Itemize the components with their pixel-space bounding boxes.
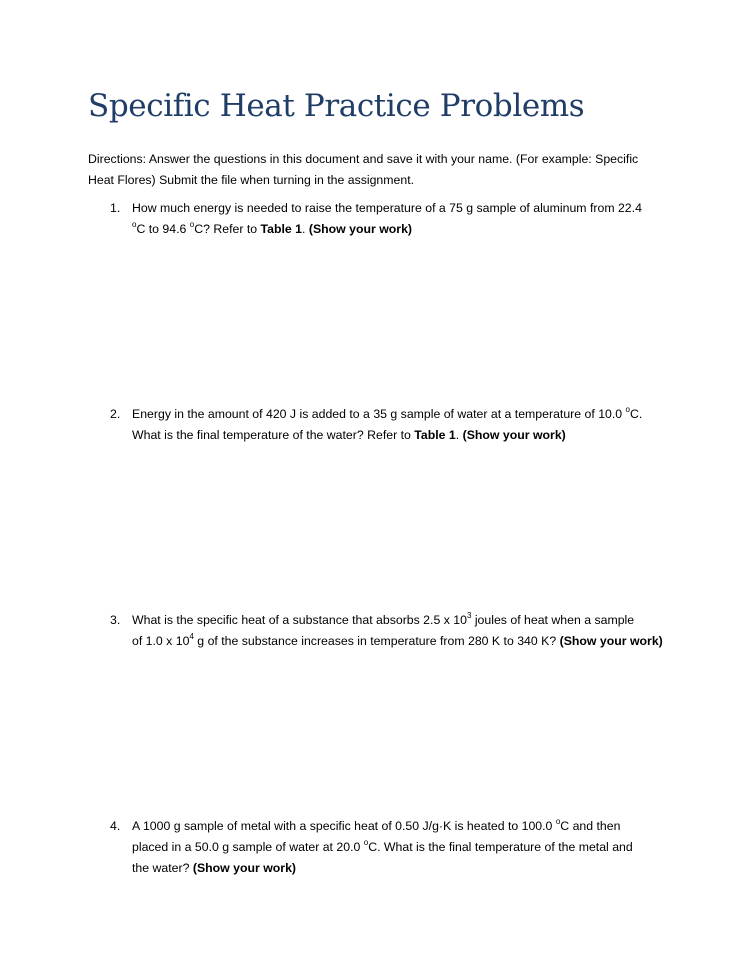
degree-symbol: o: [363, 837, 369, 847]
problem-text: How much energy is needed to raise the temperature of a 75 g sample of aluminum from 22.4 $^o$C to 94.6 $^o$C? Refer to Table 1. (Show your work): [132, 201, 642, 236]
show-work-note: (Show your work): [192, 861, 297, 875]
show-work-note: (Show your work): [308, 222, 413, 236]
directions-paragraph: Directions: Answer the questions in this document and save it with your name. (For example: Specific Heat Flores) Submit the file when turning in the assignment.: [88, 152, 639, 187]
table-reference: Table 1: [414, 428, 456, 442]
problem-2: [88, 404, 678, 446]
problem-number: 1.: [110, 201, 121, 215]
page-title: Specific Heat Practice Problems: [88, 88, 585, 124]
show-work-note: (Show your work): [559, 634, 663, 648]
degree-symbol: o: [555, 816, 561, 826]
problem-text: A 1000 g sample of metal with a specific heat of 0.50 J/g·K is heated to 100.0 $^o$C and then placed in a 50.0 g sample of water at 20.0 $^o$C. What is the final temperature of the metal and the water? (Show your work): [132, 816, 633, 875]
problem-1: [88, 198, 678, 240]
degree-symbol: o: [625, 404, 630, 414]
problem-text: Energy in the amount of 420 J is added to a 35 g sample of water at a temperature of 10.0 $^o$C. What is the final temperature of the water? Refer to Table 1. (Show your work): [132, 404, 643, 442]
show-work-note: (Show your work): [462, 428, 566, 442]
exponent: 4: [189, 631, 194, 641]
exponent: 3: [466, 610, 472, 620]
problem-number: 3.: [110, 613, 121, 627]
problem-text: What is the specific heat of a substance that absorbs 2.5 x $10^3$ joules of heat when a sample of 1.0 x $10^4$ g of the substance increases in temperature from 280 K to 340 K? (Show your work): [132, 610, 663, 648]
problem-4: [88, 816, 678, 879]
problem-number: 4.: [110, 819, 121, 833]
problem-3: [88, 610, 678, 652]
table-reference: Table 1: [260, 222, 302, 236]
degree-symbol: o: [189, 219, 195, 229]
degree-symbol: o: [132, 219, 137, 229]
problem-number: 2.: [110, 407, 121, 421]
